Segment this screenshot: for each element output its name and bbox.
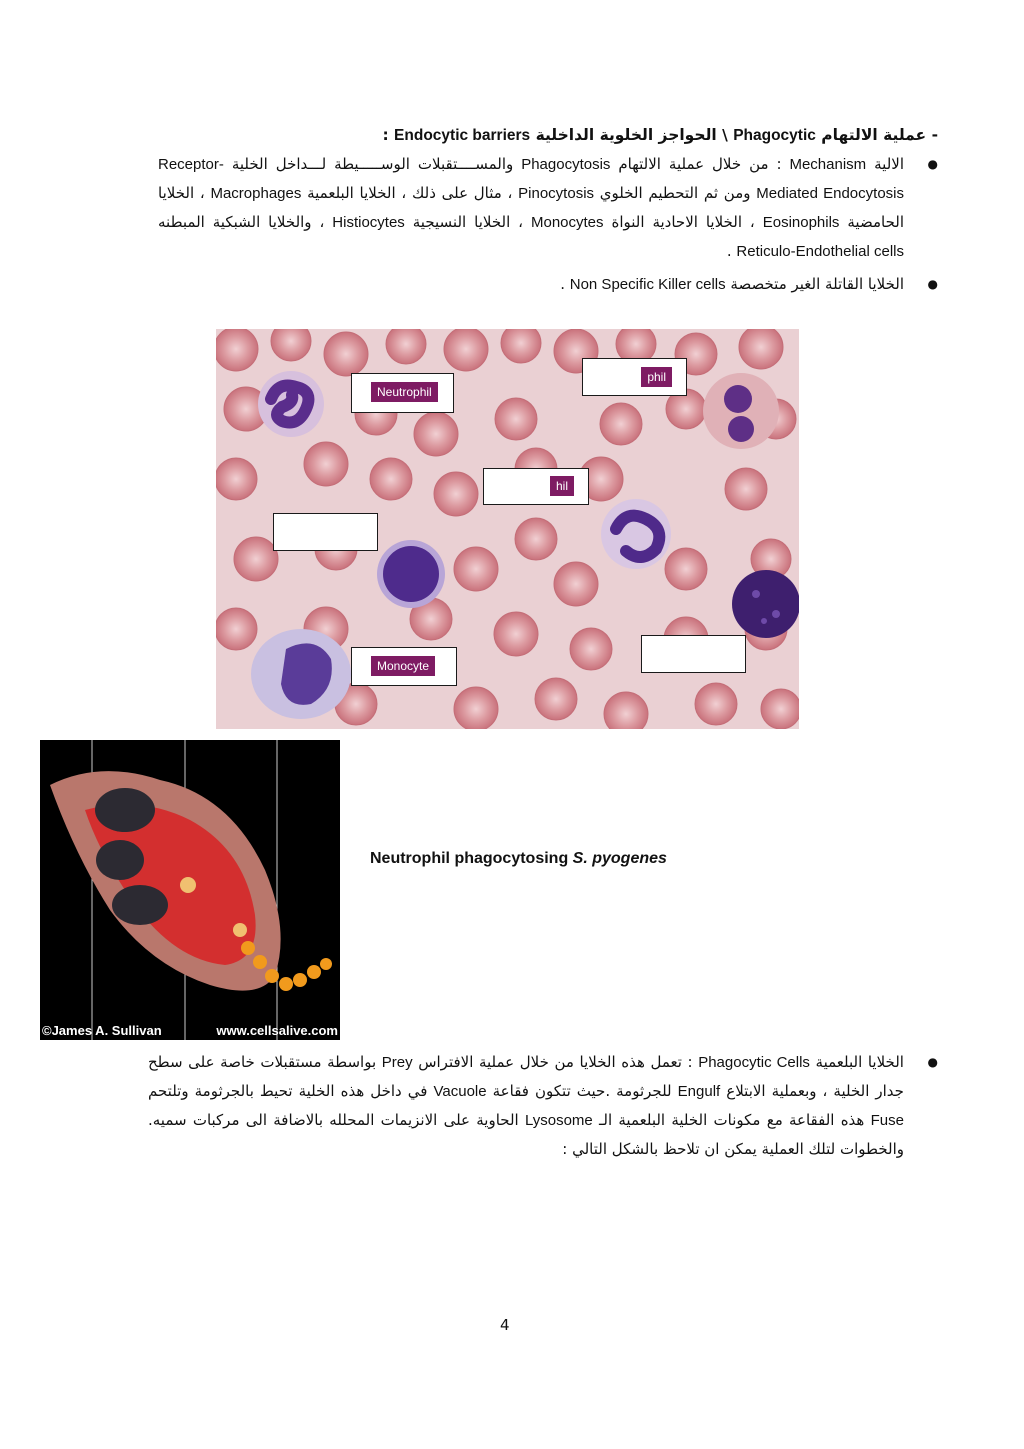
heading-dash: - (931, 126, 938, 144)
caption-text: Neutrophil phagocytosing (370, 850, 569, 867)
label-neutrophil: Neutrophil (371, 382, 438, 402)
text-run: . (726, 242, 732, 260)
label-box-neutrophil (351, 373, 454, 413)
monocyte-cell (251, 629, 351, 719)
text-run: : تعمل هذه الخلايا من خلال عملية الافتراس (418, 1053, 693, 1071)
bullet-text (148, 1048, 904, 1164)
term-fuse: Fuse (870, 1112, 904, 1129)
text-run: والمســــتقبلات الوســـــيطة لـــداخل الخلية (231, 155, 514, 173)
bullet-icon: ● (927, 1055, 938, 1069)
heading-lat-1: Phagocytic (733, 127, 816, 144)
label-box-eosinophil (582, 358, 687, 396)
term-vacuole: Vacuole (433, 1083, 487, 1100)
term-receptor-mediated: Receptor-Mediated Endocytosis (158, 156, 904, 202)
eosinophil-cell (703, 373, 779, 449)
term-phagocytosis: Phagocytosis (521, 156, 611, 173)
term-histiocytes: Histiocytes (332, 214, 405, 231)
term-engulf: Engulf (677, 1083, 721, 1100)
term-prey: Prey (381, 1054, 413, 1071)
term-eosinophils: Eosinophils (762, 214, 840, 231)
bullet-nsk (158, 270, 938, 299)
text-run: الالية (874, 155, 904, 173)
heading-ar-1: عملية الالتهام (821, 126, 927, 144)
text-run: ، مثال على ذلك ، الخلايا البلعمية (307, 184, 513, 202)
term-lysosome: Lysosome (524, 1112, 593, 1129)
term-nsk-cells: Non Specific Killer cells (569, 276, 726, 293)
text-run: بواسطة مستقبلات خاصة على سطح جدار الخلية ، وبعملية الابتلاع (148, 1053, 904, 1100)
basophil-cell (732, 570, 799, 638)
text-run: ، الخلايا الاحادية النواة (611, 213, 755, 231)
term-monocytes: Monocytes (530, 214, 604, 231)
label-monocyte: Monocyte (371, 656, 435, 676)
bullet-text (158, 150, 904, 266)
section-heading (298, 122, 938, 149)
term-mechanism: Mechanism (789, 156, 867, 173)
text-run: . (560, 275, 565, 293)
text-run: للجرثومة .حيث تتكون فقاعة (492, 1082, 672, 1100)
page-number: 4 (500, 1316, 510, 1334)
term-macrophages: Macrophages (210, 185, 302, 202)
text-run: الحاوية على الانزيمات المحلله بالاضافة الى مركبات سميه. والخطوات لتلك العملية يمكن ان تلاحظ بالشكل التالي : (148, 1111, 904, 1158)
label-phil-1: phil (641, 367, 672, 387)
heading-ar-2: الحواجز الخلوية الداخلية (535, 126, 717, 144)
text-run: ، الخلايا الحامضية (158, 184, 904, 231)
label-box-band (483, 468, 589, 505)
heading-colon: : (382, 126, 389, 144)
text-run: : من خلال عملية الالتهام (618, 155, 782, 173)
heading-lat-2: Endocytic barriers (394, 127, 531, 144)
term-pinocytosis: Pinocytosis (518, 185, 595, 202)
credit-left: ©James A. Sullivan (42, 1023, 162, 1038)
lymphocyte-cell (377, 540, 445, 608)
credit-right: www.cellsalive.com (216, 1023, 338, 1038)
figure-caption (370, 850, 667, 868)
text-run: في داخل هذه الخلية تحيط بالجرثومة وتلتحم (148, 1082, 428, 1100)
blood-smear-figure (216, 329, 799, 729)
bullet-phagocytic-cells (148, 1048, 938, 1164)
term-phagocytic-cells: Phagocytic Cells (698, 1054, 810, 1071)
band-cell (601, 499, 671, 569)
term-reticulo-endothelial: Reticulo-Endothelial cells (736, 243, 904, 260)
image-credit (42, 1023, 338, 1038)
label-box-lymphocyte (273, 513, 378, 551)
label-box-basophil (641, 635, 746, 673)
heading-separator: \ (722, 126, 728, 144)
text-run: ، والخلايا الشبكية المبطنه (158, 213, 325, 231)
bullet-text (158, 270, 904, 299)
text-run: الخلايا القاتلة الغير متخصصة (730, 275, 904, 293)
label-box-monocyte (351, 647, 457, 686)
neutrophil-phagocytosis-image (40, 740, 340, 1040)
bullet-icon: ● (927, 157, 938, 171)
label-phil-2: hil (550, 476, 574, 496)
caption-species: S. pyogenes (572, 850, 667, 867)
bullet-icon: ● (927, 277, 938, 291)
text-run: ، الخلايا النسيجية (412, 213, 524, 231)
text-run: ومن ثم التحطيم الخلوي (599, 184, 751, 202)
text-run: الخلايا البلعمية (815, 1053, 904, 1071)
bullet-mechanism (158, 150, 938, 266)
neutrophil-drawing (40, 740, 340, 1040)
neutrophil-cell (258, 371, 324, 437)
text-run: هذه الفقاعة مع مكونات الخلية البلعمية الـ (599, 1111, 865, 1129)
